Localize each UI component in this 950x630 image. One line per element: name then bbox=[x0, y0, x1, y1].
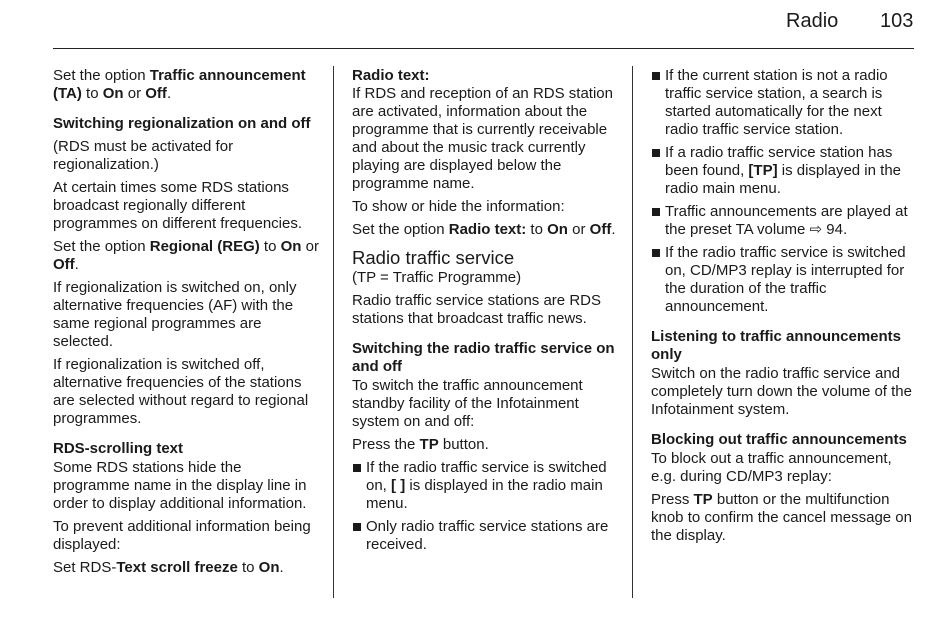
paragraph: (TP = Traffic Programme) bbox=[352, 269, 522, 286]
radio-text-instruction: Set the option Radio text: to On or Off. bbox=[352, 221, 616, 238]
radio-text-heading: Radio text: bbox=[352, 67, 430, 84]
section-title: Radio traffic service bbox=[352, 247, 515, 268]
paragraph: If regionalization is switched on, only alternative frequencies (AF) with the same regional programmes are selected. bbox=[53, 279, 297, 350]
ta-instruction: Set the option Traffic announcement (TA) to On or Off. bbox=[53, 67, 306, 102]
bullet-item: Only radio traffic service stations are received. bbox=[352, 518, 620, 554]
paragraph: Some RDS stations hide the programme name in the display line in order to display additional information. bbox=[53, 459, 307, 512]
paragraph: Switch on the radio traffic service and completely turn down the volume of the Infotainment system. bbox=[651, 365, 912, 418]
column-3 bbox=[651, 67, 917, 550]
paragraph: If regionalization is switched off, alternative frequencies of the stations are selected without regard to regional programmes. bbox=[53, 356, 309, 427]
paragraph: To show or hide the information: bbox=[352, 198, 565, 215]
scrolling-text-heading: RDS-scrolling text bbox=[53, 440, 184, 457]
paragraph: Radio traffic service stations are RDS stations that broadcast traffic news. bbox=[352, 292, 601, 327]
paragraph: If RDS and reception of an RDS station are activated, information about the programme that is currently receivable and about the music track currently playing are displayed below the programme name. bbox=[352, 85, 613, 192]
bullet-item: If the radio traffic service is switched on, [ ] is displayed in the radio main menu. bbox=[352, 459, 620, 513]
page-reference: 94 bbox=[822, 221, 843, 238]
regionalization-heading: Switching regionalization on and off bbox=[53, 115, 311, 132]
freeze-instruction: Set RDS-Text scroll freeze to On. bbox=[53, 559, 284, 576]
paragraph: At certain times some RDS stations broadcast regionally different programmes on different frequencies. bbox=[53, 179, 303, 232]
bullet-item: If the current station is not a radio traffic service station, a search is started automatically for the next radio traffic service station. bbox=[651, 67, 917, 139]
press-tp-instruction: Press TP button or the multifunction knob to confirm the cancel message on the display. bbox=[651, 491, 912, 544]
press-tp-instruction: Press the TP button. bbox=[352, 436, 489, 453]
column-1 bbox=[53, 67, 321, 582]
header-rule bbox=[53, 48, 914, 49]
column-2 bbox=[352, 67, 620, 559]
listening-heading: Listening to traffic announcements only bbox=[651, 328, 902, 363]
paragraph: To block out a traffic announcement, e.g. during CD/MP3 replay: bbox=[651, 450, 892, 485]
bullet-item: Traffic announcements are played at the preset TA volume ⇨ 94. bbox=[651, 203, 917, 239]
paragraph: To prevent additional information being displayed: bbox=[53, 518, 311, 553]
page-title: Radio bbox=[786, 10, 839, 32]
bullet-item: If the radio traffic service is switched on, CD/MP3 replay is interrupted for the duration of the traffic announcement. bbox=[651, 244, 917, 316]
switching-heading: Switching the radio traffic service on and off bbox=[352, 340, 615, 375]
column-divider-1 bbox=[333, 66, 334, 598]
paragraph: To switch the traffic announcement standby facility of the Infotainment system on and off: bbox=[352, 377, 583, 430]
reg-instruction: Set the option Regional (REG) to On or Off. bbox=[53, 238, 319, 273]
column-divider-2 bbox=[632, 66, 633, 598]
page-reference-arrow-icon: ⇨ bbox=[809, 221, 823, 238]
bullet-item: If a radio traffic service station has been found, [TP] is displayed in the radio main menu. bbox=[651, 144, 917, 198]
page-number: 103 bbox=[880, 10, 914, 32]
blocking-heading: Blocking out traffic announcements bbox=[651, 431, 907, 448]
paragraph: (RDS must be activated for regionalization.) bbox=[53, 138, 234, 173]
